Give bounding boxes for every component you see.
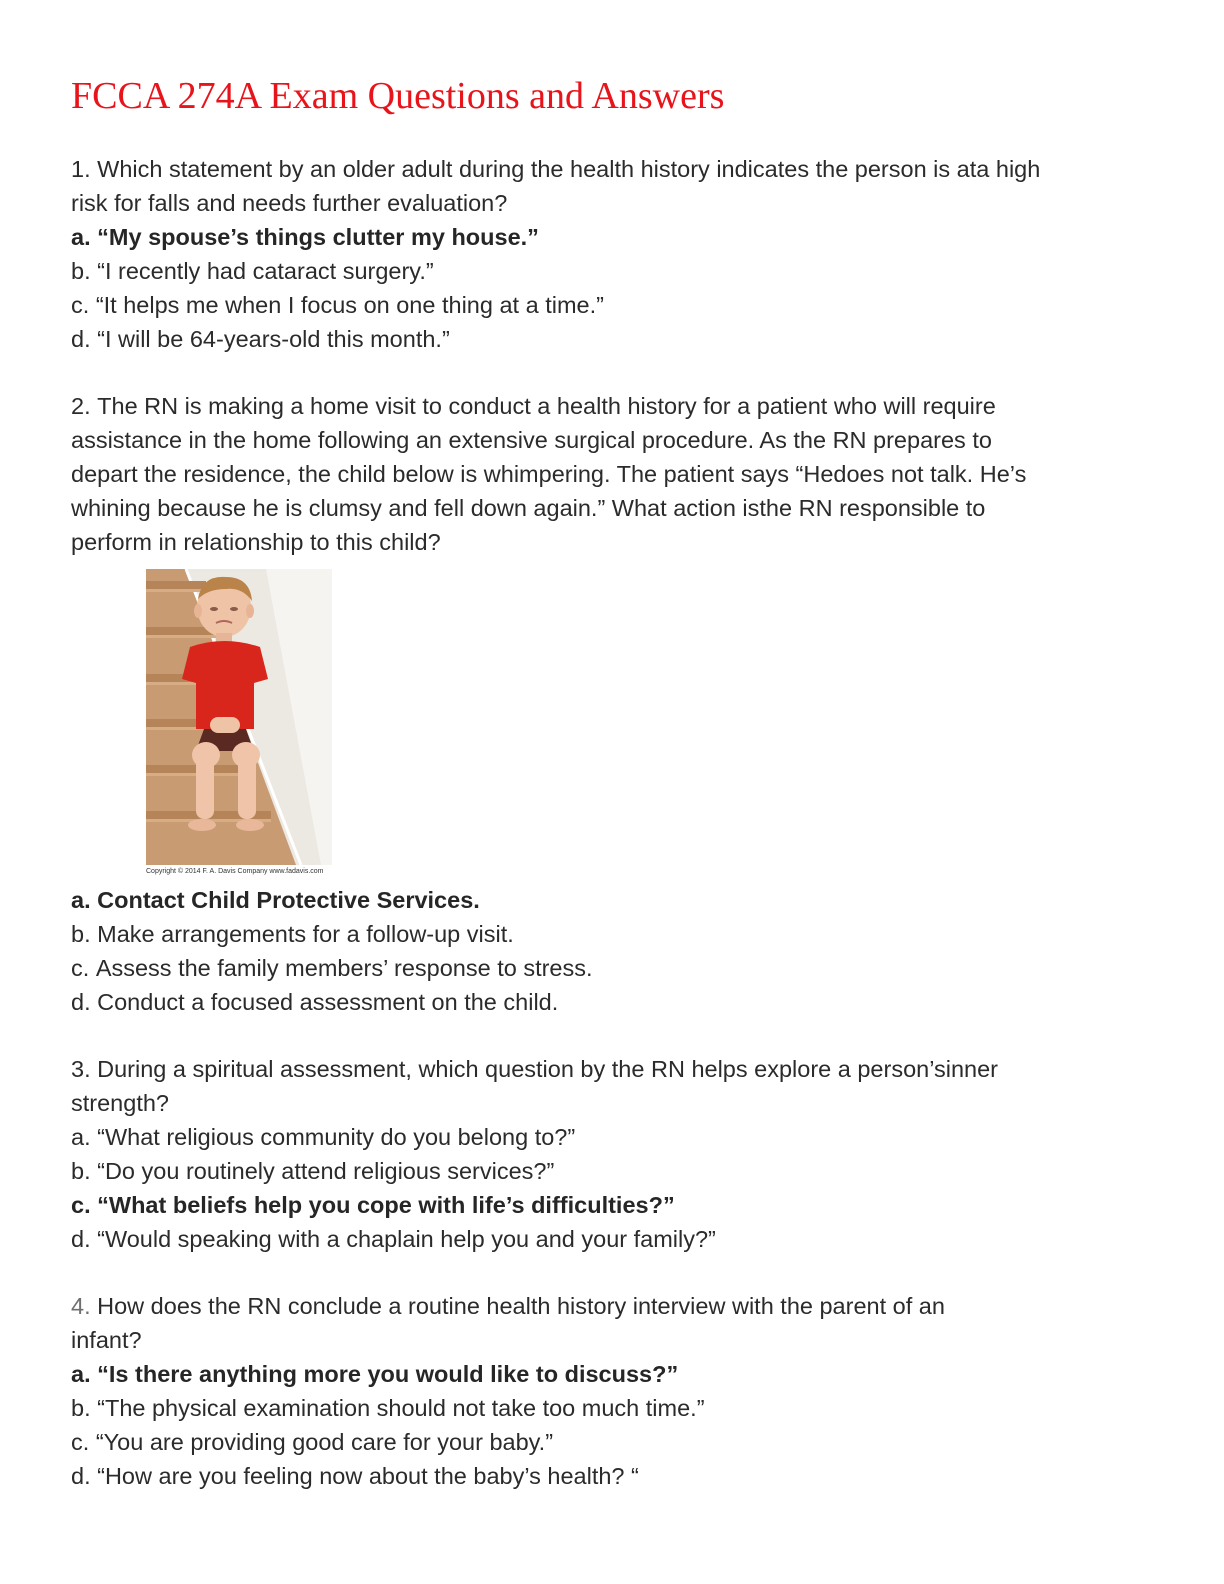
question-1-option-a: a. “My spouse’s things clutter my house.” bbox=[71, 224, 539, 250]
question-4-option-d: d. “How are you feeling now about the baby’s health? “ bbox=[71, 1463, 639, 1489]
question-2 bbox=[71, 389, 1171, 559]
image-credit: Copyright © 2014 F. A. Davis Company www.fadavis.com bbox=[146, 868, 324, 875]
question-2-option-b: b. Make arrangements for a follow-up visit. bbox=[71, 921, 514, 947]
question-1 bbox=[71, 152, 1171, 356]
question-2-line-3: depart the residence, the child below is whimpering. The patient says “Hedoes not talk. He’s bbox=[71, 461, 1027, 487]
question-4-line-1: 4. How does the RN conclude a routine health history interview with the parent of an bbox=[71, 1293, 945, 1319]
question-4 bbox=[71, 1289, 1171, 1493]
question-1-option-b: b. “I recently had cataract surgery.” bbox=[71, 258, 434, 284]
question-3-line-1: 3. During a spiritual assessment, which question by the RN helps explore a person’sinner bbox=[71, 1056, 999, 1082]
question-3-option-d: d. “Would speaking with a chaplain help you and your family?” bbox=[71, 1226, 716, 1252]
question-3-option-c: c. “What beliefs help you cope with life’s difficulties?” bbox=[71, 1192, 675, 1218]
question-1-line-1: 1. Which statement by an older adult during the health history indicates the person is ata high bbox=[71, 156, 1041, 182]
question-3-line-2: strength? bbox=[71, 1090, 169, 1116]
question-2-option-c: c. Assess the family members’ response to stress. bbox=[71, 955, 593, 981]
child-on-stairs-photo bbox=[146, 569, 332, 865]
question-1-option-c: c. “It helps me when I focus on one thing at a time.” bbox=[71, 292, 604, 318]
question-4-option-a: a. “Is there anything more you would like to discuss?” bbox=[71, 1361, 679, 1387]
question-2-line-4: whining because he is clumsy and fell down again.” What action isthe RN responsible to bbox=[71, 495, 986, 521]
question-3-option-b: b. “Do you routinely attend religious services?” bbox=[71, 1158, 555, 1184]
question-1-line-2: risk for falls and needs further evaluation? bbox=[71, 190, 508, 216]
question-2-option-d: d. Conduct a focused assessment on the child. bbox=[71, 989, 559, 1015]
question-2-options bbox=[71, 883, 593, 1019]
question-3-option-a: a. “What religious community do you belong to?” bbox=[71, 1124, 576, 1150]
question-4-line-2: infant? bbox=[71, 1327, 142, 1353]
question-3 bbox=[71, 1052, 1171, 1256]
question-4-option-b: b. “The physical examination should not take too much time.” bbox=[71, 1395, 705, 1421]
question-1-option-d: d. “I will be 64-years-old this month.” bbox=[71, 326, 450, 352]
question-2-line-2: assistance in the home following an extensive surgical procedure. As the RN prepares to bbox=[71, 427, 992, 453]
question-2-line-5: perform in relationship to this child? bbox=[71, 529, 441, 555]
document-title: FCCA 274A Exam Questions and Answers bbox=[71, 75, 725, 117]
question-4-option-c: c. “You are providing good care for your baby.” bbox=[71, 1429, 554, 1455]
question-2-option-a: a. Contact Child Protective Services. bbox=[71, 887, 480, 913]
question-2-line-1: 2. The RN is making a home visit to conduct a health history for a patient who will require bbox=[71, 393, 996, 419]
